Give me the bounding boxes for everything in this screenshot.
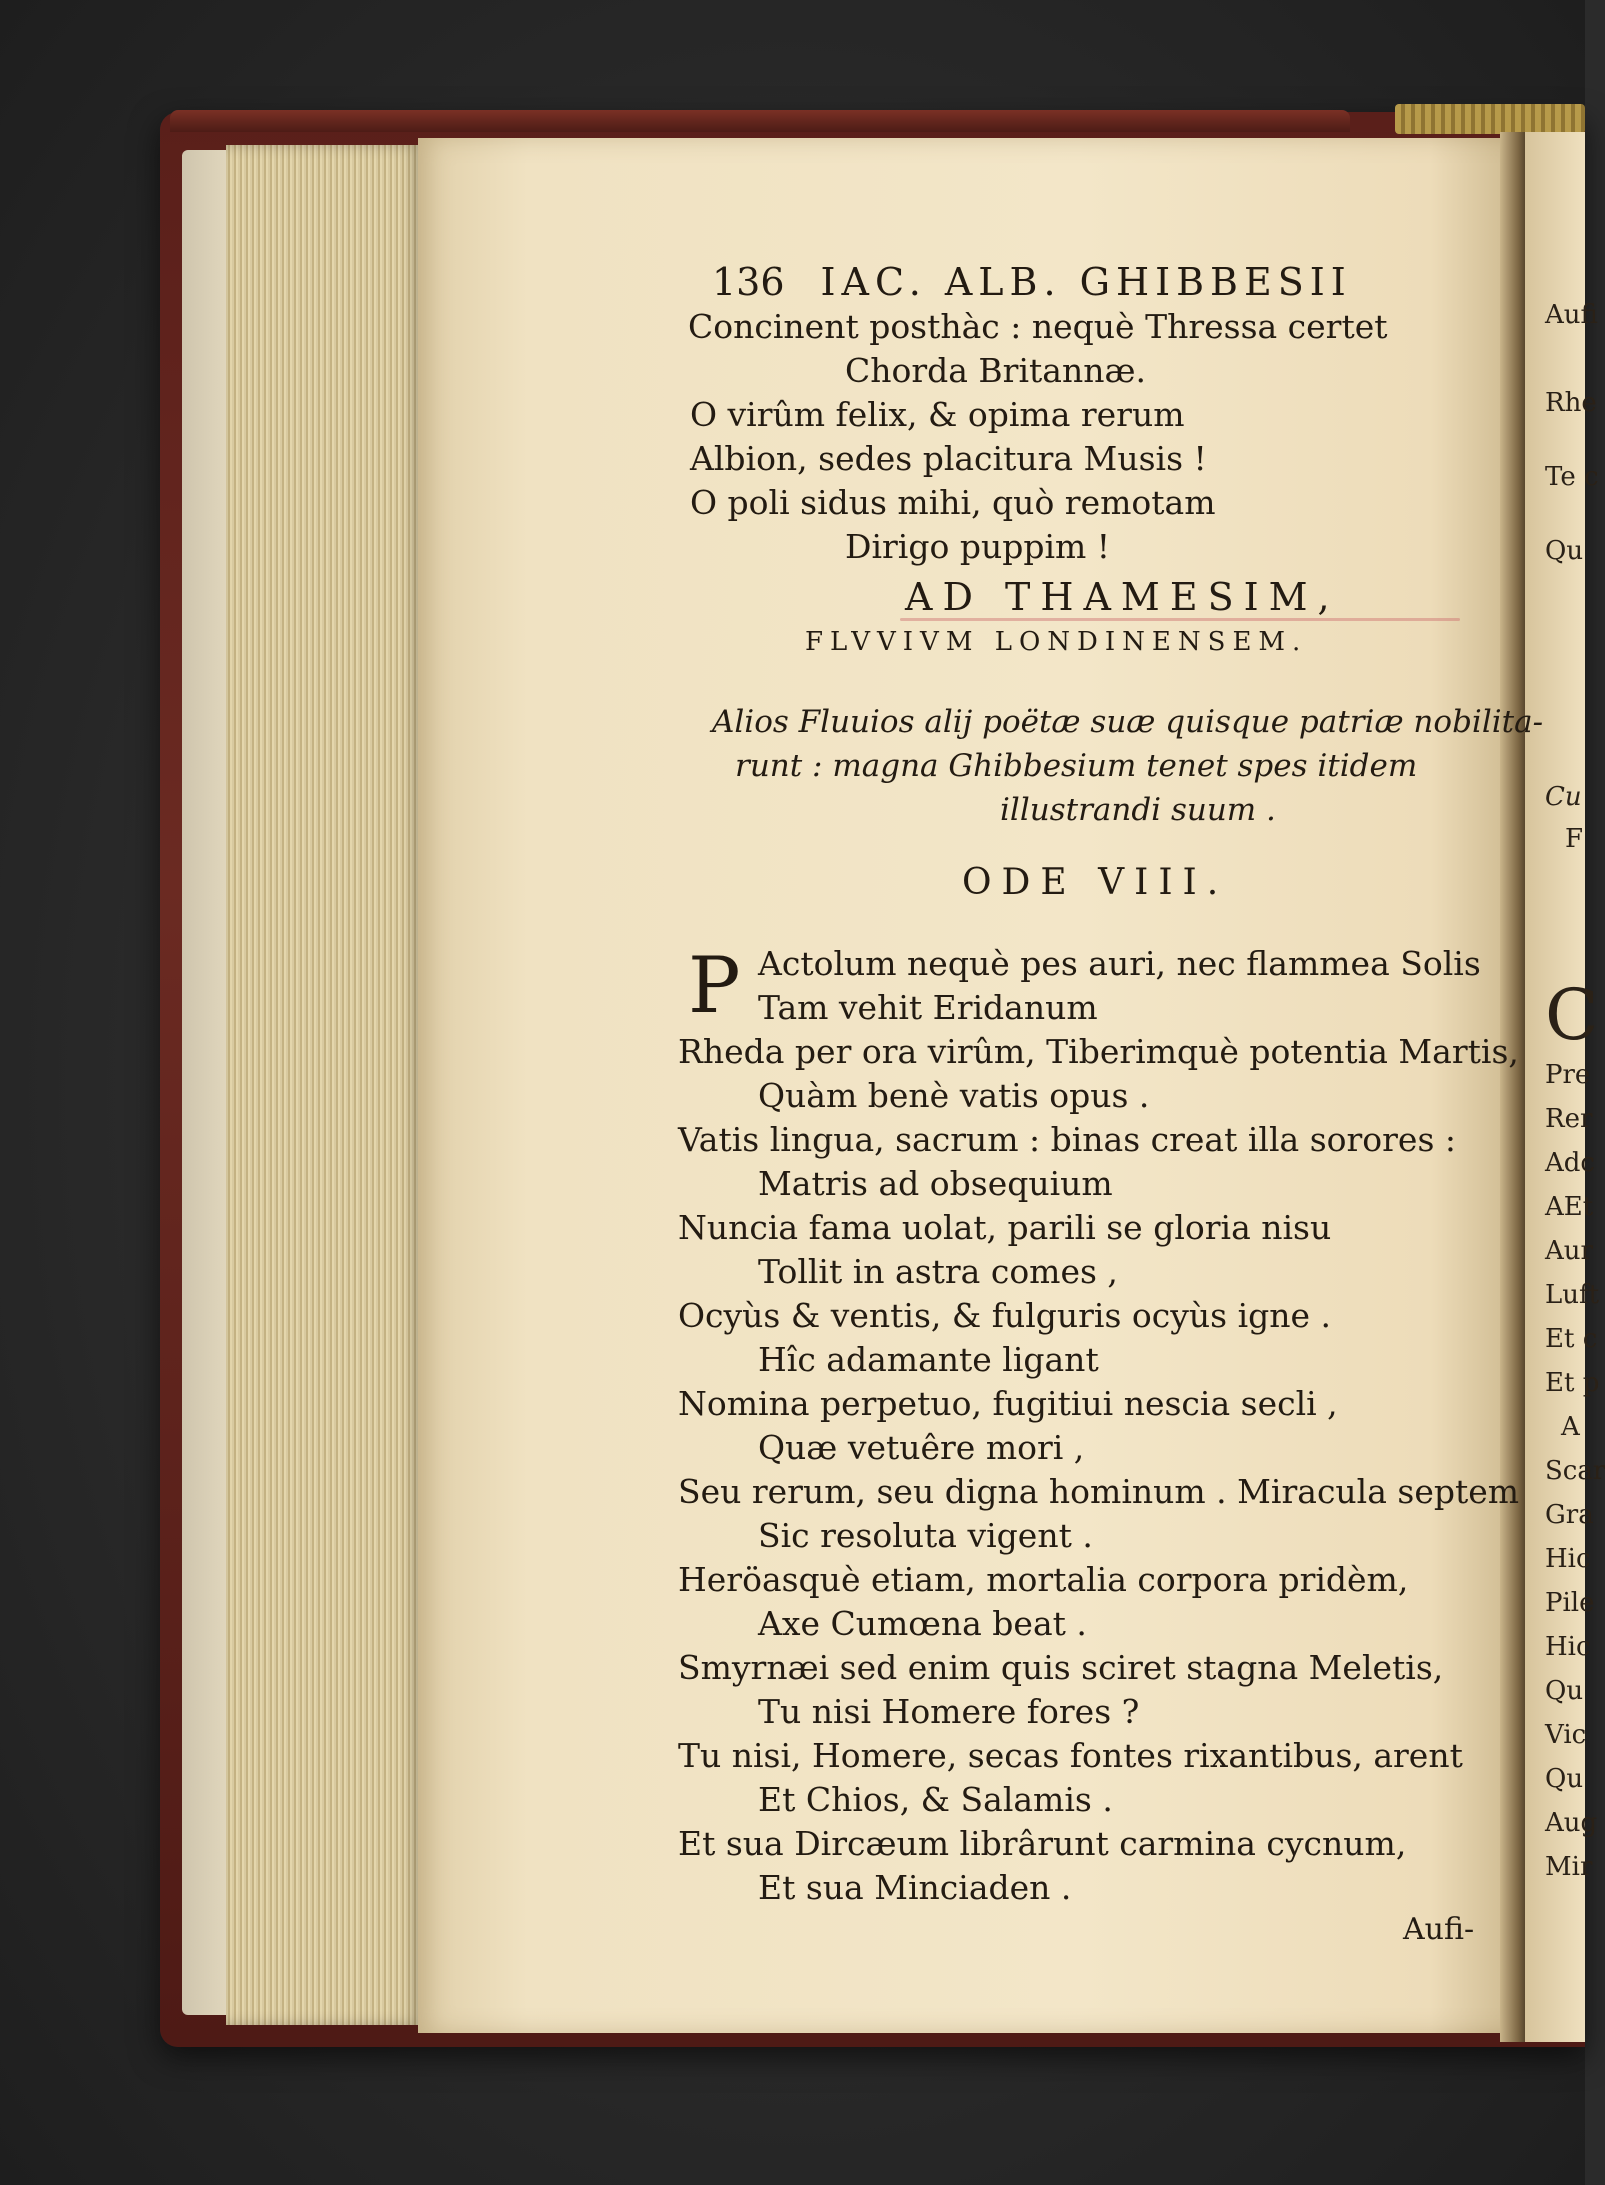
verse-line: Nuncia fama uolat, parili se gloria nisu	[678, 1208, 1332, 1247]
facing-fragment: Luft	[1545, 1280, 1600, 1310]
facing-fragment: Pre	[1545, 1060, 1591, 1090]
argument-line: illustrandi suum .	[1000, 792, 1276, 828]
facing-fragment: Aufi	[1545, 300, 1598, 330]
verse-line: Albion, sedes placitura Musis !	[690, 439, 1207, 478]
facing-fragment: Te c	[1545, 462, 1599, 492]
verse-line: O poli sidus mihi, quò remotam	[690, 483, 1216, 522]
facing-fragment: Mir	[1545, 1852, 1593, 1882]
ode-title: ODE VIII.	[962, 862, 1229, 903]
facing-page	[1525, 132, 1605, 2042]
cover-top-edge	[170, 110, 1350, 132]
facing-fragment: Et c	[1545, 1324, 1598, 1354]
facing-fragment: F	[1565, 824, 1584, 854]
verse-line: Tu nisi, Homere, secas fontes rixantibus, arent	[678, 1736, 1463, 1775]
verse-line: Nomina perpetuo, fugitiui nescia secli ,	[678, 1384, 1338, 1423]
facing-fragment: Rhe	[1545, 388, 1597, 418]
facing-fragment: Cu	[1545, 782, 1582, 812]
verse-line: Quàm benè vatis opus .	[758, 1076, 1150, 1115]
facing-fragment: Rer	[1545, 1104, 1593, 1134]
verse-line: Et sua Minciaden .	[758, 1868, 1072, 1907]
verse-line: Quæ vetuêre mori ,	[758, 1428, 1085, 1467]
running-head-title: IAC. ALB. GHIBBESII	[820, 260, 1352, 304]
verse-line: Tollit in astra comes ,	[758, 1252, 1118, 1291]
running-head	[712, 260, 1352, 304]
facing-fragment: Hic	[1545, 1544, 1591, 1574]
page-block-edges	[226, 145, 422, 2025]
page-number: 136	[712, 260, 785, 304]
verse-line: Seu rerum, seu digna hominum . Miracula septem	[678, 1472, 1520, 1511]
facing-fragment: Qu	[1545, 536, 1584, 566]
catchword: Aufi-	[1403, 1912, 1475, 1947]
verse-line: Tam vehit Eridanum	[758, 988, 1098, 1027]
verse-line: O virûm felix, & opima rerum	[690, 395, 1185, 434]
verse-line: Et sua Dircæum librârunt carmina cycnum,	[678, 1824, 1407, 1863]
facing-fragment: Hic	[1545, 1632, 1591, 1662]
facing-fragment: A	[1561, 1412, 1580, 1442]
poem-subheading: FLVVIVM LONDINENSEM.	[805, 627, 1308, 657]
facing-fragment: Aug	[1545, 1808, 1598, 1838]
facing-fragment: Qu	[1545, 1764, 1584, 1794]
facing-fragment: Gra	[1545, 1500, 1594, 1530]
verse-line: Dirigo puppim !	[845, 527, 1111, 566]
verse-line: Vatis lingua, sacrum : binas creat illa sorores :	[678, 1120, 1456, 1159]
poem-heading: AD THAMESIM,	[905, 575, 1340, 619]
facing-fragment: Vic	[1545, 1720, 1587, 1750]
facing-fragment: Qu	[1545, 1676, 1584, 1706]
pencil-underline	[900, 618, 1460, 621]
verse-line: Concinent posthàc : nequè Thressa certet	[688, 307, 1388, 346]
verse-line: Ocyùs & ventis, & fulguris ocyùs igne .	[678, 1296, 1332, 1335]
verse-line: Tu nisi Homere fores ?	[758, 1692, 1140, 1731]
facing-fragment: Aur	[1545, 1236, 1593, 1266]
verse-line: Chorda Britannæ.	[845, 351, 1146, 390]
facing-fragment: Et p	[1545, 1368, 1600, 1398]
facing-fragment: Scar	[1545, 1456, 1605, 1486]
drop-cap: P	[688, 941, 741, 1031]
verse-line: Hîc adamante ligant	[758, 1340, 1099, 1379]
facing-fragment: Adc	[1545, 1148, 1595, 1178]
verse-line: Matris ad obsequium	[758, 1164, 1113, 1203]
facing-fragment: Pile	[1545, 1588, 1595, 1618]
argument-line: runt : magna Ghibbesium tenet spes itidem	[735, 748, 1418, 784]
facing-fragment: AEt	[1545, 1192, 1594, 1222]
verse-line: Sic resoluta vigent .	[758, 1516, 1093, 1555]
verse-line: Smyrnæi sed enim quis sciret stagna Meletis,	[678, 1648, 1444, 1687]
verse-line: Axe Cumœna beat .	[758, 1604, 1087, 1643]
verse-line: Rheda per ora virûm, Tiberimquè potentia Martis,	[678, 1032, 1519, 1071]
verse-line: Actolum nequè pes auri, nec flammea Solis	[758, 944, 1481, 983]
gilt-headband	[1395, 104, 1585, 134]
verse-line: Heröasquè etiam, mortalia corpora pridèm,	[678, 1560, 1409, 1599]
argument-line: Alios Fluuios alij poëtæ suæ quisque patriæ nobilita-	[712, 704, 1544, 740]
verse-line: Et Chios, & Salamis .	[758, 1780, 1113, 1819]
facing-fragment: C	[1545, 974, 1599, 1056]
